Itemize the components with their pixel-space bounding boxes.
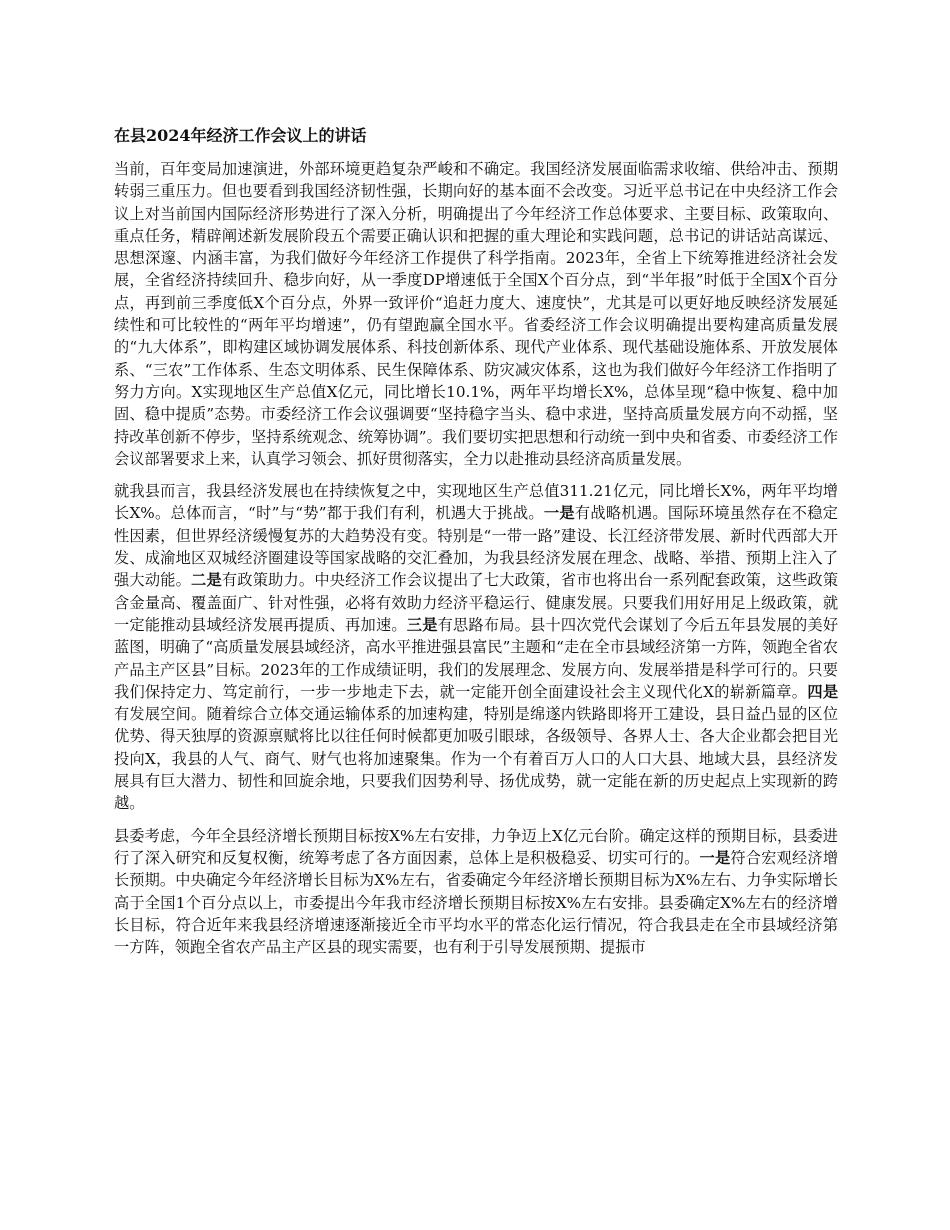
point-label-one: 一是 xyxy=(543,504,575,523)
paragraph-2-text: 就我县而言，我县经济发展也在持续恢复之中，实现地区生产总值311.21亿元，同比增长X%，两年平均增长X%。总体而言，“时”与“势”都于我们有利，机遇大于挑战。 xyxy=(114,482,838,523)
paragraph-2 xyxy=(114,480,838,814)
paragraph-3 xyxy=(114,825,838,959)
document-page xyxy=(114,124,838,968)
document-title: 在县2024年经济工作会议上的讲话 xyxy=(114,126,367,145)
point-label-two: 二是 xyxy=(191,571,222,590)
paragraph-1: 当前，百年变局加速演进，外部环境更趋复杂严峻和不确定。我国经济发展面临需求收缩、供给冲击、预期转弱三重压力。但也要看到我国经济韧性强，长期向好的基本面不会改变。习近平总书记在中央经济工作会议上对当前国内国际经济形势进行了深入分析，明确提出了今年经济工作总体要求、主要目标、政策取向、重点任务，精辟阐述新发展阶段五个需要正确认识和把握的重大理论和实践问题，总书记的讲话站高谋远、思想深邃、内涵丰富，为我们做好今年经济工作提供了科学指南。2023年，全省上下统筹推进经济社会发展，全省经济持续回升、稳步向好，从一季度DP增速低于全国X个百分点，到“半年报”时低于全国X个百分点，再到前三季度低X个百分点，外界一致评价“追赶力度大、速度快”，尤其是可以更好地反映经济发展延续性和可比较性的“两年平均增速”，仍有望跑赢全国水平。省委经济工作会议明确提出要构建高质量发展的“九大体系”，即构建区域协调发展体系、科技创新体系、现代产业体系、现代基础设施体系、开放发展体系、“三农”工作体系、生态文明体系、民生保障体系、防灾减灾体系，这也为我们做好今年经济工作指明了努力方向。X实现地区生产总值X亿元，同比增长10.1%，两年平均增长X%，总体呈现“稳中恢复、稳中加固、稳中提质”态势。市委经济工作会议强调要“坚持稳字当头、稳中求进，坚持高质量发展方向不动摇，坚持改革创新不停步，坚持系统观念、统筹协调”。我们要切实把思想和行动统一到中央和省委、市委经济工作会议部署要求上来，认真学习领会、抓好贯彻落实，全力以赴推动县经济高质量发展。 xyxy=(114,160,838,468)
point-label-three: 三是 xyxy=(406,615,438,634)
point-label-one: 一是 xyxy=(699,848,731,867)
paragraph-2-text: 有战略机遇。国际环境虽然存在不稳定性因素，但世界经济缓慢复苏的大趋势没有变。特别是“一带一路”建设、长江经济带发展、新时代西部大开发、成渝地区双城经济圈建设等国家战略的交汇叠加，为我县经济发展在理念、战略、举措、预期上注入了强大动能。 xyxy=(114,504,838,590)
paragraph-2-text: 有思路布局。县十四次党代会谋划了今后五年县发展的美好蓝图，明确了“高质量发展县域经济，高水平推进强县富民”主题和“走在全市县域经济第一方阵，领跑全省农产品主产区县”目标。2023年的工作成绩证明，我们的发展理念、发展方向、发展举措是科学可行的。只要我们保持定力、笃定前行，一步一步地走下去，就一定能开创全面建设社会主义现代化X的崭新篇章。 xyxy=(114,615,839,701)
paragraph-3-text: 县委考虑，今年全县经济增长预期目标按X%左右安排，力争迈上X亿元台阶。确定这样的预期目标，县委进行了深入研究和反复权衡，统筹考虑了各方面因素，总体上是积极稳妥、切实可行的。 xyxy=(114,826,838,867)
point-label-four: 四是 xyxy=(807,682,839,701)
paragraph-2-text: 有政策助力。中央经济工作会议提出了七大政策，省市也将出台一系列配套政策，这些政策含金量高、覆盖面广、针对性强，必将有效助力经济平稳运行、健康发展。只要我们用好用足上级政策，就一定能推动县域经济发展再提质、再加速。 xyxy=(114,571,839,634)
paragraph-3-text: 符合宏观经济增长预期。中央确定今年经济增长目标为X%左右，省委确定今年经济增长预期目标为X%左右、力争实际增长高于全国1个百分点以上，市委提出今年我市经济增长预期目标按X%左右安排。县委确定X%左右的经济增长目标，符合近年来我县经济增速逐渐接近全市平均水平的常态化运行情况，符合我县走在全市县域经济第一方阵，领跑全省农产品主产区县的现实需要，也有利于引导发展预期、提振市 xyxy=(114,848,839,957)
paragraph-2-text: 有发展空间。随着综合立体交通运输体系的加速构建，特别是绵遂内铁路即将开工建设，县日益凸显的区位优势、得天独厚的资源禀赋将比以往任何时候都更加吸引眼球，各级领导、各界人士、各大企业都会把目光投向X，我县的人气、商气、财气也将加速聚集。作为一个有着百万人口的人口大县、地域大县，县经济发展具有巨大潜力、韧性和回旋余地，只要我们因势利导、扬优成势，就一定能在新的历史起点上实现新的跨越。 xyxy=(114,705,838,813)
